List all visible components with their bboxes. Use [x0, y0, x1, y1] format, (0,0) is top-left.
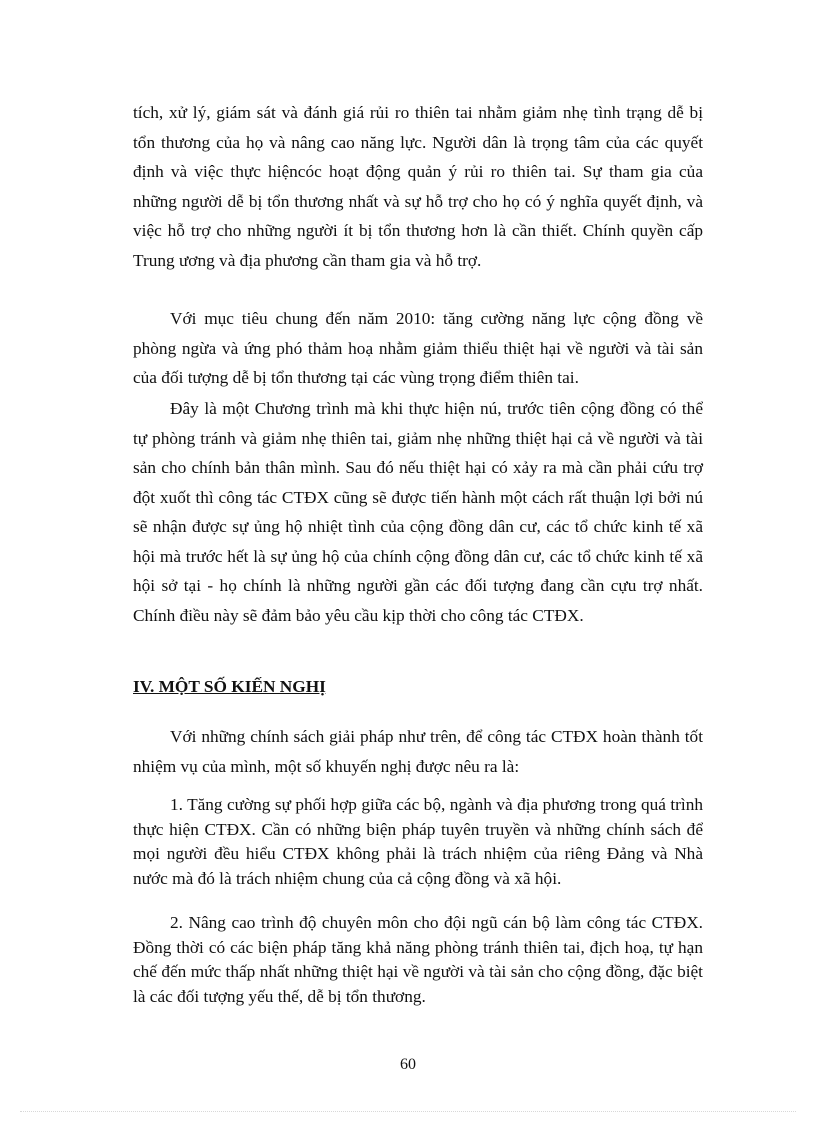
- paragraph-general-objective-2010: Với mục tiêu chung đến năm 2010: tăng cường năng lực cộng đồng về phòng ngừa và ứng phó thảm hoạ nhằm giảm thiểu thiệt hại về người và tài sản của đối tượng dễ bị tổn thương tại các vùng trọng điểm thiên tai.: [133, 309, 703, 387]
- recommendation-item-1: 1. Tăng cường sự phối hợp giữa các bộ, ngành và địa phương trong quá trình thực hiện CTĐX. Cần có những biện pháp tuyên truyền và những chính sách để mọi người đều hiểu CTĐX không phải là trách nhiệm của riêng Đảng và Nhà nước mà đó là trách nhiệm chung của cả cộng đồng và xã hội.: [133, 795, 703, 888]
- paragraph-recommendations-intro: Với những chính sách giải pháp như trên, để công tác CTĐX hoàn thành tốt nhiệm vụ của mình, một số khuyến nghị được nêu ra là:: [133, 727, 703, 776]
- recommendation-item-2: 2. Nâng cao trình độ chuyên môn cho đội ngũ cán bộ làm công tác CTĐX. Đồng thời có các biện pháp tăng khả năng phòng tránh thiên tai, địch hoạ, tự hạn chế đến mức thấp nhất những thiệt hại về người và tài sản cho cộng đồng, đặc biệt là các đối tượng yếu thế, dễ bị tổn thương.: [133, 913, 703, 1006]
- page-number: 60: [400, 1056, 416, 1073]
- section-heading: IV. MỘT SỐ KIẾN NGHỊ: [133, 677, 326, 696]
- paragraph-program-benefits: Đây là một Chương trình mà khi thực hiện nú, trước tiên cộng đồng có thể tự phòng tránh và giảm nhẹ thiên tai, giảm nhẹ những thiệt hại cả về người và tài sản cho chính bản thân mình. Sau đó nếu thiệt hại có xảy ra mà cần phải cứu trợ đột xuốt thì công tác CTĐX cũng sẽ được tiến hành một cách rất thuận lợi bởi nú sẽ nhận được sự ủng hộ nhiệt tình của cộng đồng dân cư, các tổ chức kinh tế xã hội mà trước hết là sự ủng hộ của chính cộng đồng dân cư, các tổ chức kinh tế xã hội sở tại - họ chính là những người gần các đối tượng đang cần cựu trợ nhất. Chính điều này sẽ đảm bảo yêu cầu kịp thời cho công tác CTĐX.: [133, 399, 703, 625]
- paragraph-disaster-risk-management: tích, xử lý, giám sát và đánh giá rủi ro thiên tai nhằm giảm nhẹ tình trạng dễ bị tổn thương của họ và nâng cao năng lực. Người dân là trọng tâm của các quyết định và việc thực hiệncóc hoạt động quản ý rủi ro thiên tai. Sự tham gia của những người dễ bị tổn thương nhất và sự hỗ trợ cho họ có ý nghĩa quyết định, và việc hỗ trợ cho những người ít bị tổn thương hơn là cần thiết. Chính quyền cấp Trung ương và địa phương cần tham gia và hỗ trợ.: [133, 103, 703, 270]
- bottom-divider: [20, 1111, 796, 1112]
